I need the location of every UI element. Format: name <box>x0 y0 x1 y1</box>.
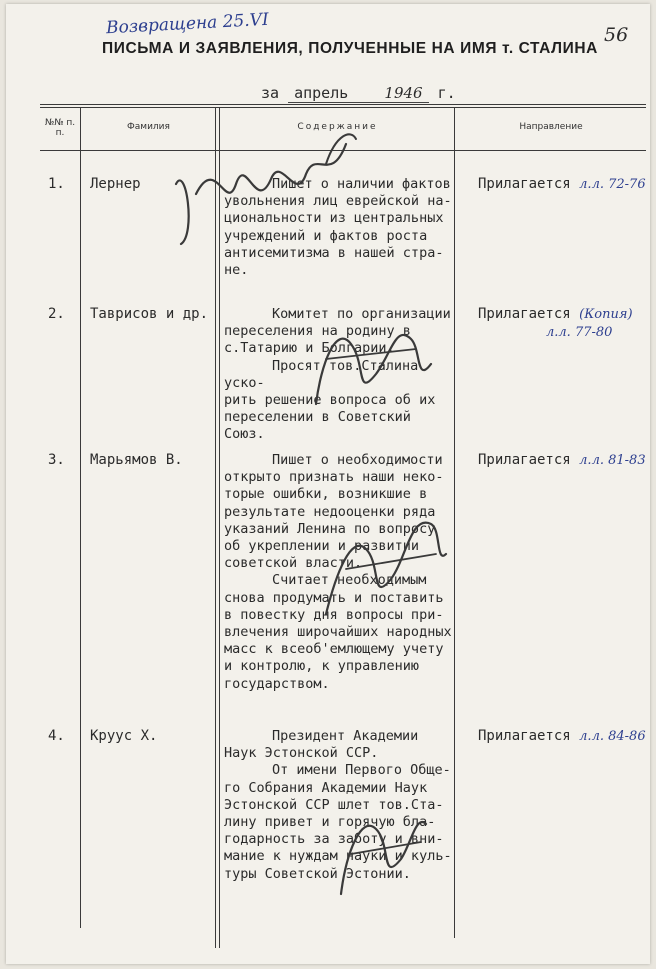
row-4-line: лину привет и горячую бла- <box>224 814 436 831</box>
row-3-line: результате недооценки ряда <box>224 503 436 520</box>
row-2-sheet-ref-line <box>546 324 612 340</box>
row-3-line: влечения широчайших народных <box>224 624 452 641</box>
signature-scribble-4 <box>326 784 436 904</box>
row-3-line: открыто признать наши неко- <box>224 469 444 486</box>
row-4-surname: Круус Х. <box>90 728 158 744</box>
row-1-route-text: Прилагается <box>478 176 571 192</box>
header-route: Направление <box>519 122 583 132</box>
row-3-line: указаний Ленина по вопросу <box>224 520 436 537</box>
signature-scribble-3 <box>306 494 456 624</box>
document-title: ПИСЬМА И ЗАЯВЛЕНИЯ, ПОЛУЧЕННЫЕ НА ИМЯ т. СТАЛИНА <box>102 40 598 57</box>
row-3-line: об укреплении и развитии <box>224 538 420 555</box>
row-4-line: го Собрания Академии Наук <box>224 779 428 796</box>
row-4-number: 4. <box>48 728 65 744</box>
row-3-line: торые ошибки, возникшие в <box>224 486 428 503</box>
row-3-route-text: Прилагается <box>478 452 571 468</box>
row-2-copy-note: (Копия) <box>579 307 633 322</box>
row-2-line: переселения на родину в <box>224 323 411 340</box>
row-3-line: в повестку дня вопросы при- <box>224 606 444 623</box>
row-2-line: с.Татарию и Болгарии. <box>224 340 395 357</box>
row-1-line: циональности из центральных <box>224 210 444 227</box>
row-1-surname: Лернер <box>90 176 141 192</box>
row-4-sheet-ref: л.л. 84-86 <box>579 729 646 744</box>
row-1-line: антисемитизма в нашей стра- <box>224 244 444 261</box>
row-2-route <box>478 306 633 322</box>
row-3-sheet-ref: л.л. 81-83 <box>579 453 646 468</box>
row-1-line: Пишет о наличии фактов <box>272 176 451 192</box>
period-suffix: г. <box>437 84 456 102</box>
row-2-number: 2. <box>48 306 65 322</box>
row-1-route <box>478 176 646 192</box>
row-3-line: снова продумать и поставить <box>224 589 444 606</box>
row-3-route <box>478 452 646 468</box>
header-content: Содержание <box>297 122 378 132</box>
row-2-line: Комитет по организации <box>272 306 451 322</box>
row-4-line: Эстонской ССР шлет тов.Ста- <box>224 796 444 813</box>
row-1-number: 1. <box>48 176 65 192</box>
row-2-line: Союз. <box>224 426 265 443</box>
row-2-line: рить решение вопроса об их <box>224 392 436 409</box>
signature-scribble-2 <box>296 304 446 424</box>
period-month: апрель 1946 <box>288 84 429 103</box>
row-1-line: увольнения лиц еврейской на- <box>224 193 452 210</box>
document-page <box>6 4 650 964</box>
row-3-surname: Марьямов В. <box>90 452 183 468</box>
row-4-line: Президент Академии <box>272 728 419 744</box>
row-3-line: масс к всеоб'емлющему учету <box>224 641 444 658</box>
header-name: Фамилия <box>127 122 170 132</box>
table-top-rule-2 <box>40 107 646 108</box>
table-top-rule <box>40 104 646 105</box>
period-line <box>261 84 456 103</box>
row-3-line: Считает необходимым <box>272 572 427 589</box>
row-2-surname: Таврисов и др. <box>90 306 209 322</box>
row-4-line: туры Советской Эстонии. <box>224 865 411 882</box>
row-3-line: Пишет о необходимости <box>272 452 443 468</box>
page-number: 56 <box>604 24 629 46</box>
row-2-route-text: Прилагается <box>478 306 571 322</box>
row-1-sheet-ref: л.л. 72-76 <box>579 177 646 192</box>
row-4-line: годарность за заботу и вни- <box>224 831 444 848</box>
header-num: №№ п. п. <box>44 118 76 138</box>
row-3-line: и контролю, к управлению <box>224 658 420 675</box>
row-1-line: не. <box>224 262 249 279</box>
return-annotation: Возвращена 25.VI <box>105 9 270 39</box>
row-1-line: учреждений и фактов роста <box>224 227 428 244</box>
row-3-number: 3. <box>48 452 65 468</box>
row-2-sheet-ref: л.л. 77-80 <box>546 325 613 340</box>
column-divider-num <box>80 108 81 928</box>
row-4-route <box>478 728 646 744</box>
row-3-line: советской власти. <box>224 555 363 572</box>
row-4-route-text: Прилагается <box>478 728 571 744</box>
period-year: 1946 <box>384 84 423 102</box>
row-4-line: От имени Первого Обще- <box>272 762 451 779</box>
period-prefix: за <box>261 84 280 102</box>
signature-scribble-1 <box>156 124 366 254</box>
row-4-line: Наук Эстонской ССР. <box>224 745 379 762</box>
row-4-line: мание к нуждам науки и куль- <box>224 848 452 865</box>
row-3-line: государством. <box>224 675 330 692</box>
row-2-line: Просят тов.Сталина уско- <box>224 357 419 391</box>
row-2-line: переселении в Советский <box>224 409 411 426</box>
